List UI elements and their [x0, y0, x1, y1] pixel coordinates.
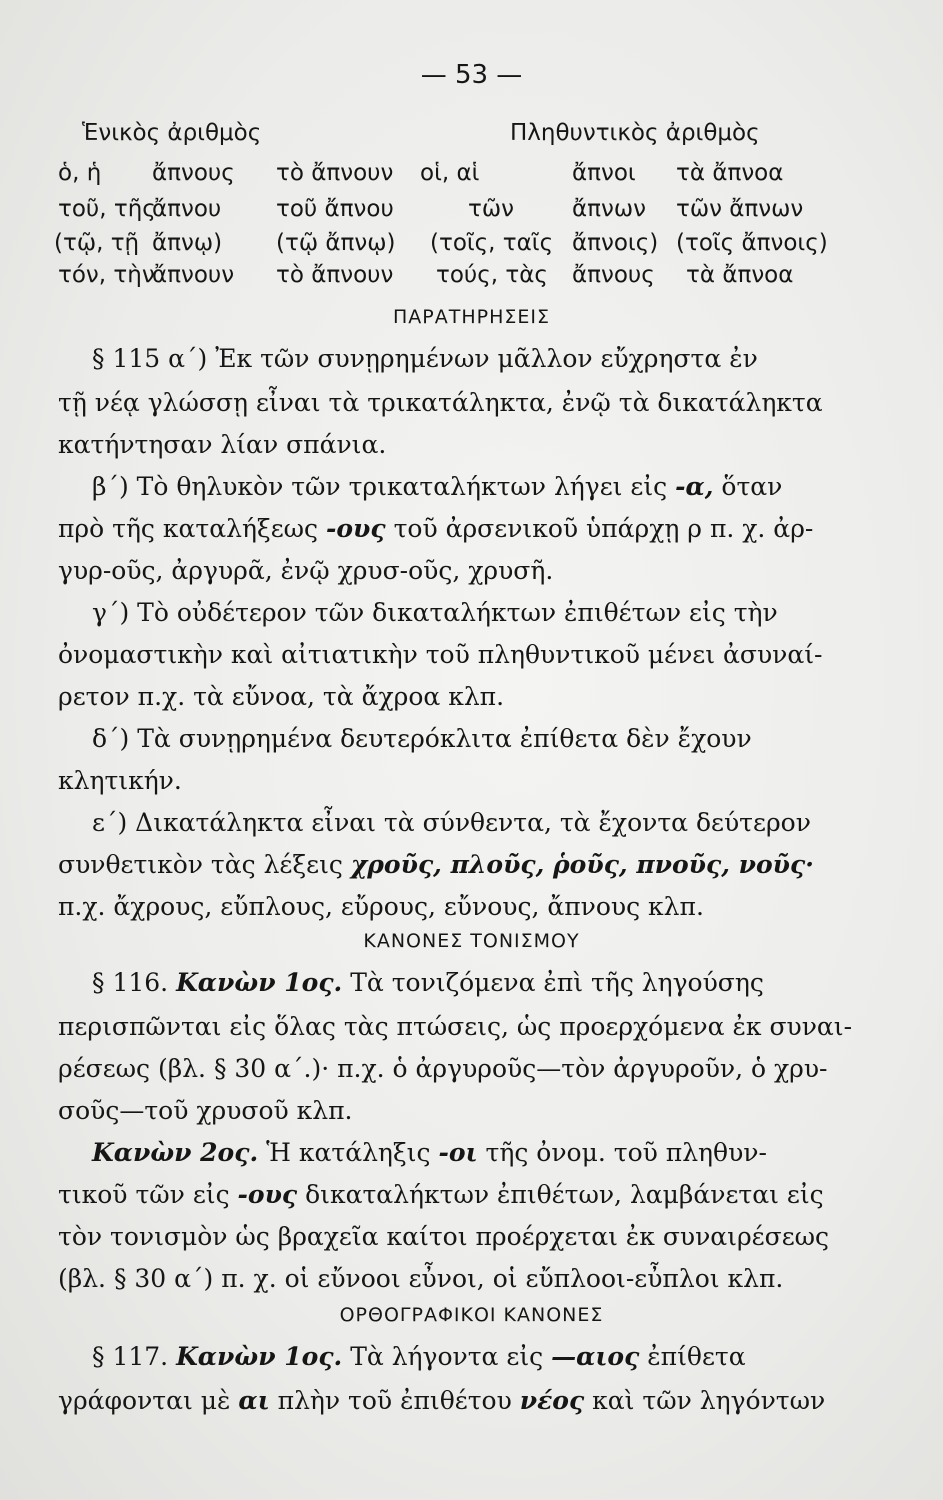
table-cell: ἄπνους	[152, 160, 235, 186]
table-cell: ἄπνουν	[152, 262, 235, 288]
text-line: ε΄) Δικατάληκτα εἶναι τὰ σύνθεντα, τὰ ἔχοντα δεύτερον	[92, 808, 811, 837]
table-cell: ἄπνοι	[572, 160, 636, 186]
emphasis-words: χροῦς, πλοῦς, ῥοῦς, πνοῦς, νοῦς·	[350, 850, 814, 879]
emphasis-suffix: -ους	[237, 1180, 298, 1209]
table-cell: ἄπνων	[572, 196, 646, 222]
text-segment: τικοῦ τῶν εἰς	[58, 1180, 238, 1209]
text-segment: δικαταλήκτων ἐπιθέτων, λαμβάνεται εἰς	[297, 1180, 824, 1209]
table-cell: τὰ ἄπνοα	[676, 160, 784, 186]
text-segment: καὶ τῶν ληγόντων	[584, 1386, 826, 1415]
table-cell: τόν, τὴν	[58, 262, 155, 288]
accent-rules-heading: ΚΑΝΟΝΕΣ ΤΟΝΙΣΜΟΥ	[363, 930, 580, 952]
singular-header: Ἑνικὸς ἀριθμὸς	[82, 120, 262, 146]
emphasis-word: νέος	[519, 1386, 585, 1415]
section-number: § 117.	[92, 1342, 169, 1371]
text-segment: ὅταν	[713, 472, 783, 501]
rule-label: Κανὼν 1ος.	[176, 968, 343, 997]
page-number: — 53 —	[420, 60, 523, 90]
text-line: δ΄) Τὰ συνῃρημένα δευτερόκλιτα ἐπίθετα δὲν ἔχουν	[92, 724, 752, 753]
rule-label: Κανὼν 1ος.	[176, 1342, 343, 1371]
text-line	[58, 1386, 825, 1415]
table-cell: τὰ ἄπνοα	[686, 262, 794, 288]
text-line: π.χ. ἄχρους, εὔπλους, εὔρους, εὔνους, ἄπνους κλπ.	[58, 892, 704, 921]
text-line: ρέσεως (βλ. § 30 α΄.)· π.χ. ὁ ἀργυροῦς—τὸν ἀργυροῦν, ὁ χρυ-	[58, 1054, 828, 1083]
table-cell: ἄπνους	[572, 262, 655, 288]
text-line	[92, 968, 764, 997]
table-cell: τῶν ἄπνων	[676, 196, 804, 222]
text-line: ρετον π.χ. τὰ εὔνοα, τὰ ἄχροα κλπ.	[58, 682, 505, 711]
text-segment: τῆς ὀνομ. τοῦ πληθυν-	[477, 1138, 767, 1167]
table-cell: ὁ, ἡ	[58, 160, 102, 186]
rule-label: Κανὼν 2ος.	[92, 1138, 259, 1167]
emphasis-suffix: αι	[238, 1386, 270, 1415]
text-line: § 115 α΄) Ἐκ τῶν συνῃρημένων μᾶλλον εὔχρηστα ἐν	[92, 344, 758, 373]
text-line: τῇ νέᾳ γλώσσῃ εἶναι τὰ τρικατάληκτα, ἐνῷ τὰ δικατάληκτα	[58, 388, 823, 417]
text-line: σοῦς—τοῦ χρυσοῦ κλπ.	[58, 1096, 353, 1125]
emphasis-suffix: -ους	[326, 514, 386, 543]
text-segment: τοῦ ἀρσενικοῦ ὑπάρχῃ ρ π. χ. ἀρ-	[385, 514, 814, 543]
table-cell: ἄπνῳ)	[152, 230, 223, 256]
table-cell: ἄπνου	[152, 196, 222, 222]
text-line	[92, 472, 782, 501]
text-line	[92, 1138, 767, 1167]
table-cell: (τοῖς, ταῖς	[430, 230, 554, 256]
text-line: κατήντησαν λίαν σπάνια.	[58, 430, 387, 459]
text-segment: ἐπίθετα	[639, 1342, 746, 1371]
text-segment: συνθετικὸν τὰς λέξεις	[58, 850, 343, 879]
text-segment: Ἡ κατάληξις	[258, 1138, 439, 1167]
table-cell: (τοῖς ἄπνοις)	[676, 230, 828, 256]
text-line: περισπῶνται εἰς ὅλας τὰς πτώσεις, ὡς προερχόμενα ἐκ συναι-	[58, 1012, 853, 1041]
emphasis-suffix: —αιος	[551, 1342, 640, 1371]
text-segment: γράφονται μὲ	[58, 1386, 239, 1415]
table-cell: οἱ, αἱ	[420, 160, 480, 186]
text-line: ὀνομαστικὴν καὶ αἰτιατικὴν τοῦ πληθυντικοῦ μένει ἀσυναί-	[58, 640, 823, 669]
emphasis-suffix: -οι	[438, 1138, 478, 1167]
table-cell: τὸ ἄπνουν	[276, 160, 394, 186]
text-line	[58, 514, 813, 543]
text-line	[58, 1180, 824, 1209]
text-line: γ΄) Τὸ οὐδέτερον τῶν δικαταλήκτων ἐπιθέτων εἰς τὴν	[92, 598, 778, 627]
text-line: τὸν τονισμὸν ὡς βραχεῖα καίτοι προέρχεται ἐκ συναιρέσεως	[58, 1222, 830, 1251]
table-cell: (τῷ ἄπνῳ)	[276, 230, 396, 256]
text-line	[58, 850, 814, 879]
table-cell: ἄπνοις)	[572, 230, 659, 256]
text-line	[92, 1342, 746, 1371]
plural-header: Πληθυντικὸς ἀριθμὸς	[510, 120, 760, 146]
text-segment: πλὴν τοῦ ἐπιθέτου	[269, 1386, 520, 1415]
table-cell: (τῷ, τῇ	[54, 230, 140, 256]
orthography-rules-heading: ΟΡΘΟΓΡΑΦΙΚΟΙ ΚΑΝΟΝΕΣ	[339, 1304, 604, 1326]
text-line: (βλ. § 30 α΄) π. χ. οἱ εὔνοοι εὖνοι, οἱ εὔπλοοι-εὖπλοι κλπ.	[58, 1264, 784, 1293]
remarks-heading: ΠΑΡΑΤΗΡΗΣΕΙΣ	[393, 306, 550, 328]
table-cell: τὸ ἄπνουν	[276, 262, 394, 288]
text-segment: Τὰ τονιζόμενα ἐπὶ τῆς ληγούσης	[342, 968, 764, 997]
table-cell: τοῦ, τῆς	[58, 196, 156, 222]
table-cell: τοῦ ἄπνου	[276, 196, 394, 222]
table-cell: τούς, τὰς	[436, 262, 548, 288]
text-segment: πρὸ τῆς καταλήξεως	[58, 514, 319, 543]
section-number: § 116.	[92, 968, 169, 997]
text-line: γυρ-οῦς, ἀργυρᾶ, ἐνῷ χρυσ-οῦς, χρυσῆ.	[58, 556, 554, 585]
text-segment: β΄) Τὸ θηλυκὸν τῶν τρικαταλήκτων λήγει εἰς	[92, 472, 668, 501]
table-cell: τῶν	[468, 196, 514, 222]
text-segment: Τὰ λήγοντα εἰς	[342, 1342, 552, 1371]
text-line: κλητικήν.	[58, 766, 182, 795]
emphasis-suffix: -α,	[675, 472, 714, 501]
